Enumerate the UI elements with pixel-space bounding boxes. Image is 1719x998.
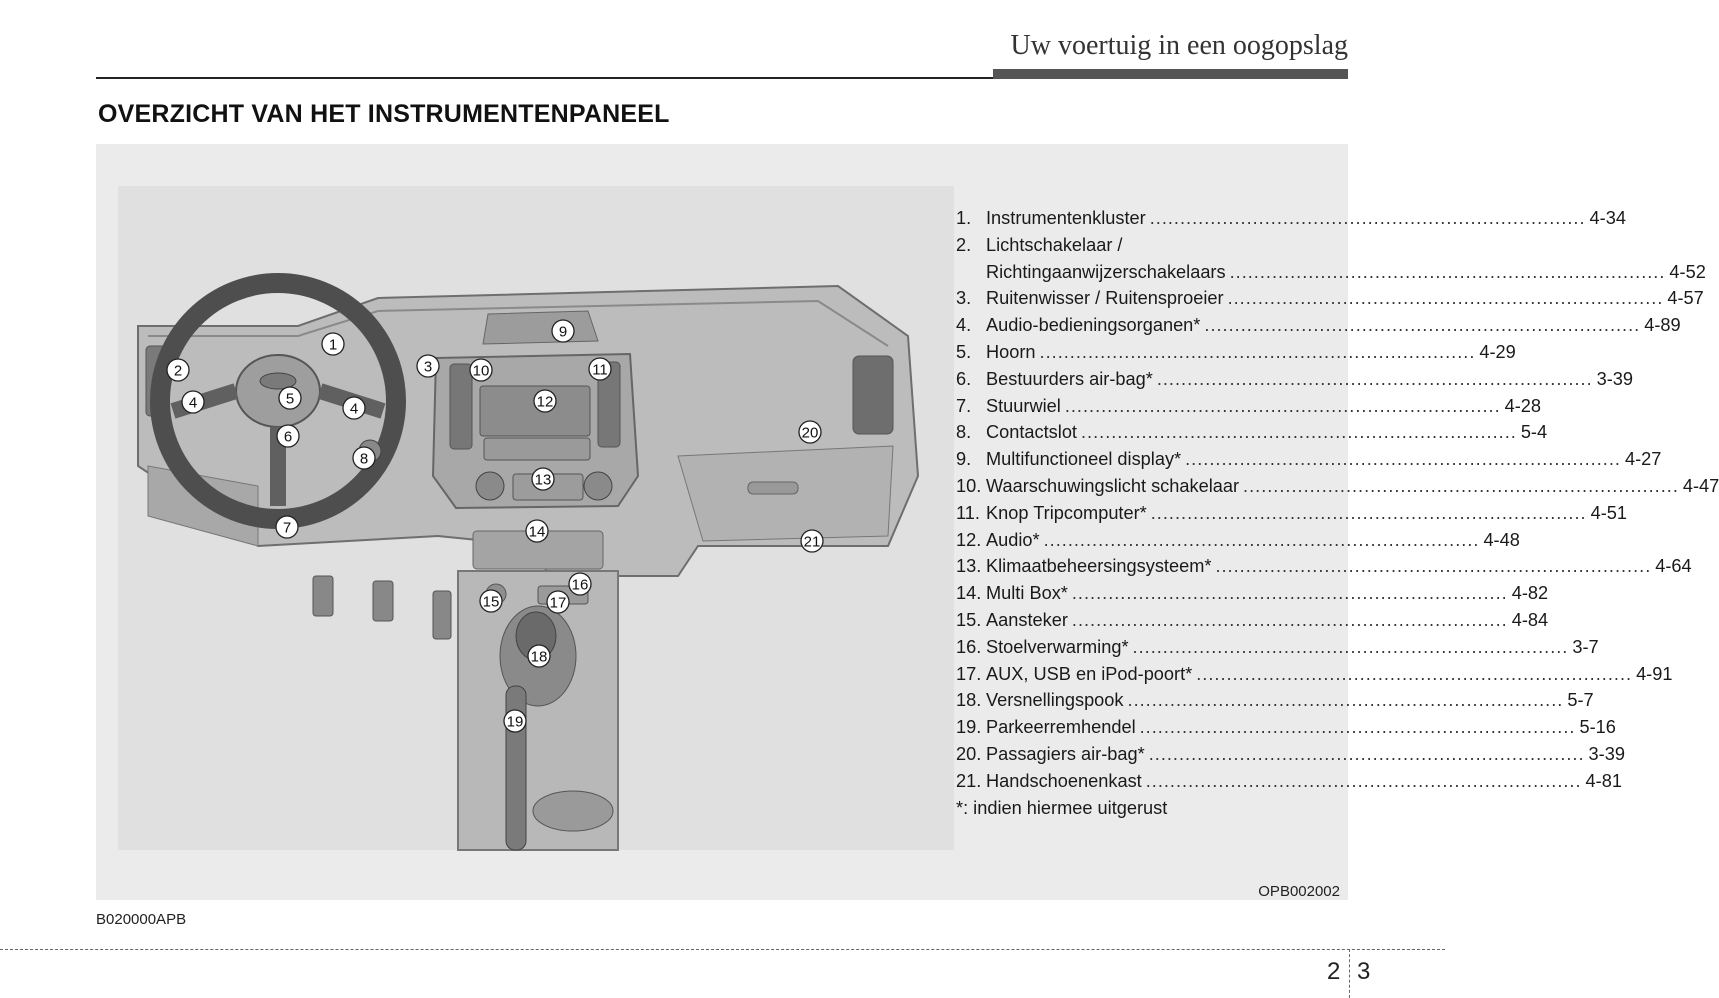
legend-item — [956, 232, 1336, 259]
steering-wheel-hub — [236, 355, 320, 427]
leader-dots: ........................................................................ — [1204, 315, 1641, 336]
callout-18-text: 18 — [530, 648, 548, 666]
callout-9-text: 9 — [558, 323, 568, 341]
callout-13 — [532, 468, 554, 490]
legend-num: 2. — [956, 234, 972, 255]
callout-3 — [417, 355, 439, 377]
legend-item — [956, 768, 1622, 795]
leader-dots: ........................................................................ — [1145, 770, 1582, 791]
dashboard-drawing — [118, 186, 954, 850]
legend-page: 4-91 — [1636, 663, 1673, 684]
legend-page: 3-7 — [1572, 636, 1599, 657]
callout-20-text: 20 — [801, 424, 819, 442]
legend-page: 4-51 — [1590, 502, 1627, 523]
glove-box-handle — [748, 482, 798, 494]
legend-num: 7. — [956, 395, 972, 416]
legend-label: AUX, USB en iPod-poort* — [986, 663, 1193, 684]
legend-label: Lichtschakelaar / — [986, 234, 1123, 255]
legend-item — [956, 661, 1673, 688]
cup-holder — [533, 791, 613, 831]
legend-num: 14. — [956, 583, 982, 604]
legend-num: 18. — [956, 690, 982, 711]
section-title: Uw voertuig in een oogopslag — [1010, 30, 1348, 61]
legend-num: 11. — [956, 502, 980, 523]
legend-num: 19. — [956, 717, 982, 738]
legend-label: Waarschuwingslicht schakelaar — [986, 475, 1240, 496]
legend-label: Multifunctioneel display* — [986, 449, 1182, 470]
header-accent-bar — [993, 69, 1348, 79]
legend-item — [956, 339, 1516, 366]
legend-item — [956, 527, 1520, 554]
legend-item — [956, 419, 1548, 446]
legend-item — [956, 473, 1719, 500]
callout-18 — [528, 645, 550, 667]
figure-code: OPB002002 — [1258, 883, 1340, 900]
center-vent-left — [450, 364, 472, 449]
brake-pedal — [373, 581, 393, 621]
callout-19 — [504, 710, 526, 732]
legend-label: Aansteker — [986, 609, 1068, 630]
document-code: B020000APB — [96, 911, 187, 928]
legend-num: 13. — [956, 556, 982, 577]
callout-21-text: 21 — [803, 533, 821, 551]
legend-num: 4. — [956, 315, 972, 336]
leader-dots: ........................................................................ — [1139, 717, 1576, 738]
legend-page: 4-84 — [1511, 609, 1549, 630]
legend-item — [956, 580, 1549, 607]
page-number-page: 3 — [1357, 958, 1371, 985]
legend-item — [956, 285, 1704, 312]
leader-dots: ........................................................................ — [1039, 341, 1476, 362]
legend-label: Passagiers air-bag* — [986, 743, 1145, 764]
legend-label: Instrumentenkluster — [986, 208, 1146, 228]
legend-page: 5-7 — [1567, 690, 1594, 711]
callout-8-text: 8 — [359, 450, 369, 468]
legend-num: 5. — [956, 341, 972, 362]
legend-num: 21. — [956, 770, 982, 791]
leader-dots: ........................................................................ — [1229, 261, 1666, 282]
legend-page: 4-48 — [1483, 529, 1520, 550]
legend-page: 4-82 — [1511, 583, 1549, 604]
legend-num: 12. — [956, 529, 982, 550]
legend-label: Bestuurders air-bag* — [986, 368, 1153, 389]
right-vent — [853, 356, 893, 434]
legend-page: 4-89 — [1644, 315, 1681, 336]
callout-2 — [167, 359, 189, 381]
legend-page: 4-52 — [1669, 261, 1706, 282]
legend-item — [956, 500, 1627, 527]
callout-12-text: 12 — [536, 393, 554, 411]
audio-buttons — [484, 438, 590, 460]
legend-label: Knop Tripcomputer* — [986, 502, 1147, 523]
leader-dots: ........................................................................ — [1132, 636, 1569, 657]
climate-knob-right — [584, 472, 612, 500]
legend-item — [956, 446, 1662, 473]
legend-num: 3. — [956, 288, 972, 309]
callout-19-text: 19 — [506, 713, 524, 731]
callout-13-text: 13 — [534, 471, 552, 489]
figure-panel — [96, 144, 1719, 900]
legend-page: 4-81 — [1585, 770, 1622, 791]
leader-dots: ........................................................................ — [1148, 743, 1585, 764]
legend-label: Audio* — [986, 529, 1040, 550]
callout-3-text: 3 — [423, 358, 433, 376]
page-heading: OVERZICHT VAN HET INSTRUMENTENPANEEL — [98, 100, 670, 128]
legend-page: 4-47 — [1682, 475, 1719, 496]
callout-14 — [526, 520, 548, 542]
leader-dots: ........................................................................ — [1227, 288, 1664, 309]
clutch-pedal — [313, 576, 333, 616]
callout-1 — [322, 333, 344, 355]
legend-label: Parkeerremhendel — [986, 717, 1136, 738]
callout-12 — [534, 390, 556, 412]
legend-page: 5-16 — [1579, 717, 1616, 738]
leader-dots: ........................................................................ — [1080, 422, 1517, 443]
legend-page: 4-64 — [1655, 556, 1692, 577]
leader-dots: ........................................................................ — [1149, 208, 1586, 228]
callout-9 — [552, 320, 574, 342]
leader-dots: ........................................................................ — [1215, 556, 1652, 577]
legend-item — [956, 393, 1542, 420]
audio-unit — [480, 386, 590, 436]
callout-10-text: 10 — [472, 362, 490, 380]
legend-item — [956, 634, 1599, 661]
callout-17-text: 17 — [549, 594, 567, 612]
legend-label: Klimaatbeheersingsysteem* — [986, 556, 1212, 577]
callout-5 — [279, 387, 301, 409]
legend-page: 5-4 — [1520, 422, 1548, 443]
leader-dots: ........................................................................ — [1196, 663, 1633, 684]
legend-item-continuation — [956, 259, 1706, 286]
legend-label: Handschoenenkast — [986, 770, 1142, 791]
legend-num: 9. — [956, 449, 972, 470]
leader-dots: ........................................................................ — [1243, 475, 1679, 496]
page-divider-line — [0, 949, 1445, 950]
callout-1-text: 1 — [328, 336, 338, 354]
callout-10 — [470, 359, 492, 381]
legend-label: Contactslot — [986, 422, 1077, 443]
leader-dots: ........................................................................ — [1127, 690, 1564, 711]
callout-20 — [799, 421, 821, 443]
legend-num: 17. — [956, 663, 982, 684]
leader-dots: ........................................................................ — [1185, 449, 1621, 470]
legend-num: 20. — [956, 743, 982, 764]
legend-page: 4-34 — [1589, 208, 1626, 228]
legend-label: Audio-bedieningsorganen* — [986, 315, 1201, 336]
callout-6-text: 6 — [283, 428, 293, 446]
leader-dots: ........................................................................ — [1150, 502, 1587, 523]
callout-21 — [801, 530, 823, 552]
legend-item — [956, 312, 1681, 339]
legend-num: 15. — [956, 609, 982, 630]
callout-14-text: 14 — [528, 523, 546, 541]
page-number-divider — [1349, 949, 1350, 998]
leader-dots: ........................................................................ — [1156, 368, 1593, 389]
display-hood — [483, 311, 598, 344]
legend-label: Versnellingspook — [986, 690, 1124, 711]
legend-num: 1. — [956, 208, 972, 228]
callout-5-text: 5 — [285, 390, 295, 408]
leader-dots: ........................................................................ — [1043, 529, 1480, 550]
callout-7 — [276, 516, 298, 538]
legend-item — [956, 741, 1625, 768]
legend-item — [956, 553, 1692, 580]
callout-11-text: 11 — [592, 361, 608, 379]
callout-4b — [343, 397, 365, 419]
legend-num: 6. — [956, 368, 972, 389]
leader-dots: ........................................................................ — [1064, 395, 1501, 416]
callout-8 — [353, 447, 375, 469]
page-number-chapter: 2 — [1327, 958, 1341, 985]
callout-4a-text: 4 — [188, 394, 198, 412]
legend-item — [956, 687, 1594, 714]
callout-4a — [182, 391, 204, 413]
dashboard-illustration — [118, 186, 954, 850]
legend-num: 8. — [956, 422, 972, 443]
callout-16-text: 16 — [571, 576, 589, 594]
callout-2-text: 2 — [173, 362, 183, 380]
legend-page: 3-39 — [1596, 368, 1634, 389]
callout-17 — [547, 591, 569, 613]
legend-label: Ruitenwisser / Ruitensproeier — [986, 288, 1224, 309]
legend-page: 4-57 — [1667, 288, 1704, 309]
callout-11 — [589, 358, 611, 380]
legend-item — [956, 205, 1626, 232]
legend-page: 4-27 — [1624, 449, 1662, 470]
climate-knob-left — [476, 472, 504, 500]
legend-label: Multi Box* — [986, 583, 1068, 604]
accelerator-pedal — [433, 591, 451, 639]
legend-footnote: *: indien hiermee uitgerust — [956, 797, 1168, 818]
legend-num: 10. — [956, 475, 982, 496]
callout-7-text: 7 — [282, 519, 292, 537]
legend-num: 16. — [956, 636, 982, 657]
legend-page: 3-39 — [1588, 743, 1625, 764]
callout-15 — [480, 590, 502, 612]
legend-label: Hoorn — [986, 341, 1036, 362]
callout-6 — [277, 425, 299, 447]
legend-label: Stuurwiel — [986, 395, 1061, 416]
legend-label: Stoelverwarming* — [986, 636, 1129, 657]
component-legend — [956, 205, 1719, 821]
legend-label-continuation: Richtingaanwijzerschakelaars — [986, 261, 1226, 282]
legend-item — [956, 366, 1634, 393]
callout-16 — [569, 573, 591, 595]
legend-item — [956, 714, 1616, 741]
legend-page: 4-28 — [1504, 395, 1542, 416]
callout-4b-text: 4 — [349, 400, 359, 418]
legend-page: 4-29 — [1479, 341, 1516, 362]
callout-15-text: 15 — [482, 593, 500, 611]
leader-dots: ........................................................................ — [1071, 583, 1508, 604]
legend-item — [956, 607, 1549, 634]
leader-dots: ........................................................................ — [1071, 609, 1508, 630]
